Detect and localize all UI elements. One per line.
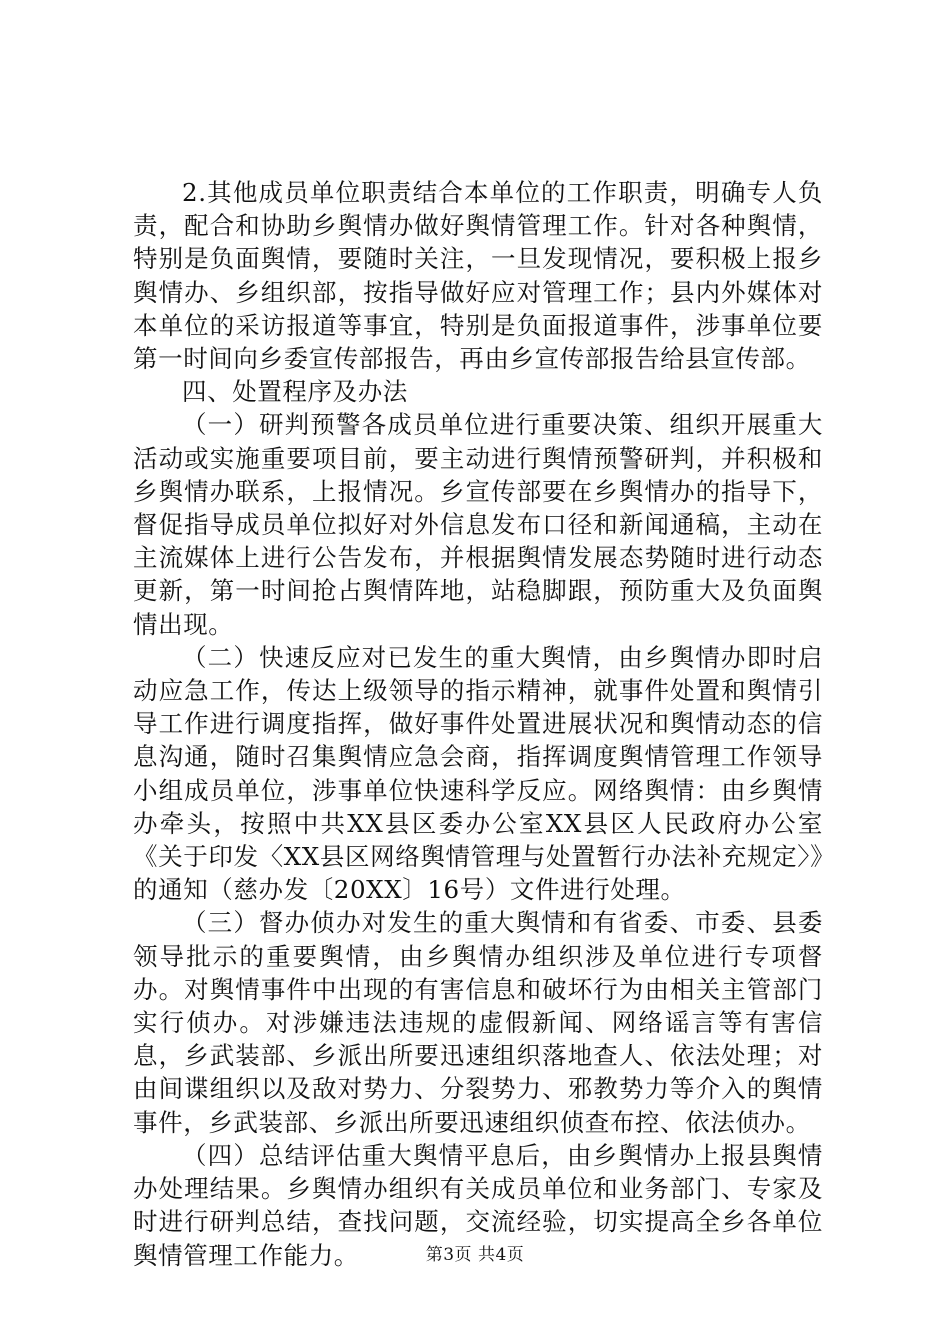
paragraph-early-warning: （一）研判预警各成员单位进行重要决策、组织开展重大活动或实施重要项目前，要主动进行舆情预警研判，并积极和乡舆情办联系，上报情况。乡宣传部要在乡舆情办的指导下，督促指导成员单位拟好对外信息发布口径和新闻通稿，主动在主流媒体上进行公告发布，并根据舆情发展态势随时进行动态更新，第一时间抢占舆情阵地，站稳脚跟，预防重大及负面舆情出现。 <box>133 410 823 639</box>
paragraph-member-duties: 2.其他成员单位职责结合本单位的工作职责，明确专人负责，配合和协助乡舆情办做好舆情管理工作。针对各种舆情，特别是负面舆情，要随时关注，一旦发现情况，要积极上报乡舆情办、乡组织部，按指导做好应对管理工作；县内外媒体对本单位的采访报道等事宜，特别是负面报道事件，涉事单位要第一时间向乡委宣传部报告，再由乡宣传部报告给县宣传部。 <box>133 178 823 374</box>
section-heading-procedures: 四、处置程序及办法 <box>182 377 408 407</box>
paragraph-evaluation: （四）总结评估重大舆情平息后，由乡舆情办上报县舆情办处理结果。乡舆情办组织有关成员单位和业务部门、专家及时进行研判总结，查找问题，交流经验，切实提高全乡各单位舆情管理工作能力。 <box>133 1140 823 1270</box>
paragraph-supervision: （三）督办侦办对发生的重大舆情和有省委、市委、县委领导批示的重要舆情，由乡舆情办组织涉及单位进行专项督办。对舆情事件中出现的有害信息和破坏行为由相关主管部门实行侦办。对涉嫌违法违规的虚假新闻、网络谣言等有害信息，乡武装部、乡派出所要迅速组织落地查人、依法处理；对由间谍组织以及敌对势力、分裂势力、邪教势力等介入的舆情事件，乡武装部、乡派出所要迅速组织侦查布控、依法侦办。 <box>133 908 823 1137</box>
paragraph-rapid-response: （二）快速反应对已发生的重大舆情，由乡舆情办即时启动应急工作，传达上级领导的指示精神，就事件处置和舆情引导工作进行调度指挥，做好事件处置进展状况和舆情动态的信息沟通，随时召集舆情应急会商，指挥调度舆情管理工作领导小组成员单位，涉事单位快速科学反应。网络舆情：由乡舆情办牵头，按照中共XX县区委办公室XX县区人民政府办公室《关于印发〈XX县区网络舆情管理与处置暂行办法补充规定〉》的通知（慈办发〔20XX〕16号）文件进行处理。 <box>133 642 823 905</box>
document-body <box>133 176 823 1272</box>
page-number-footer: 第3页 共4页 <box>425 1245 525 1265</box>
